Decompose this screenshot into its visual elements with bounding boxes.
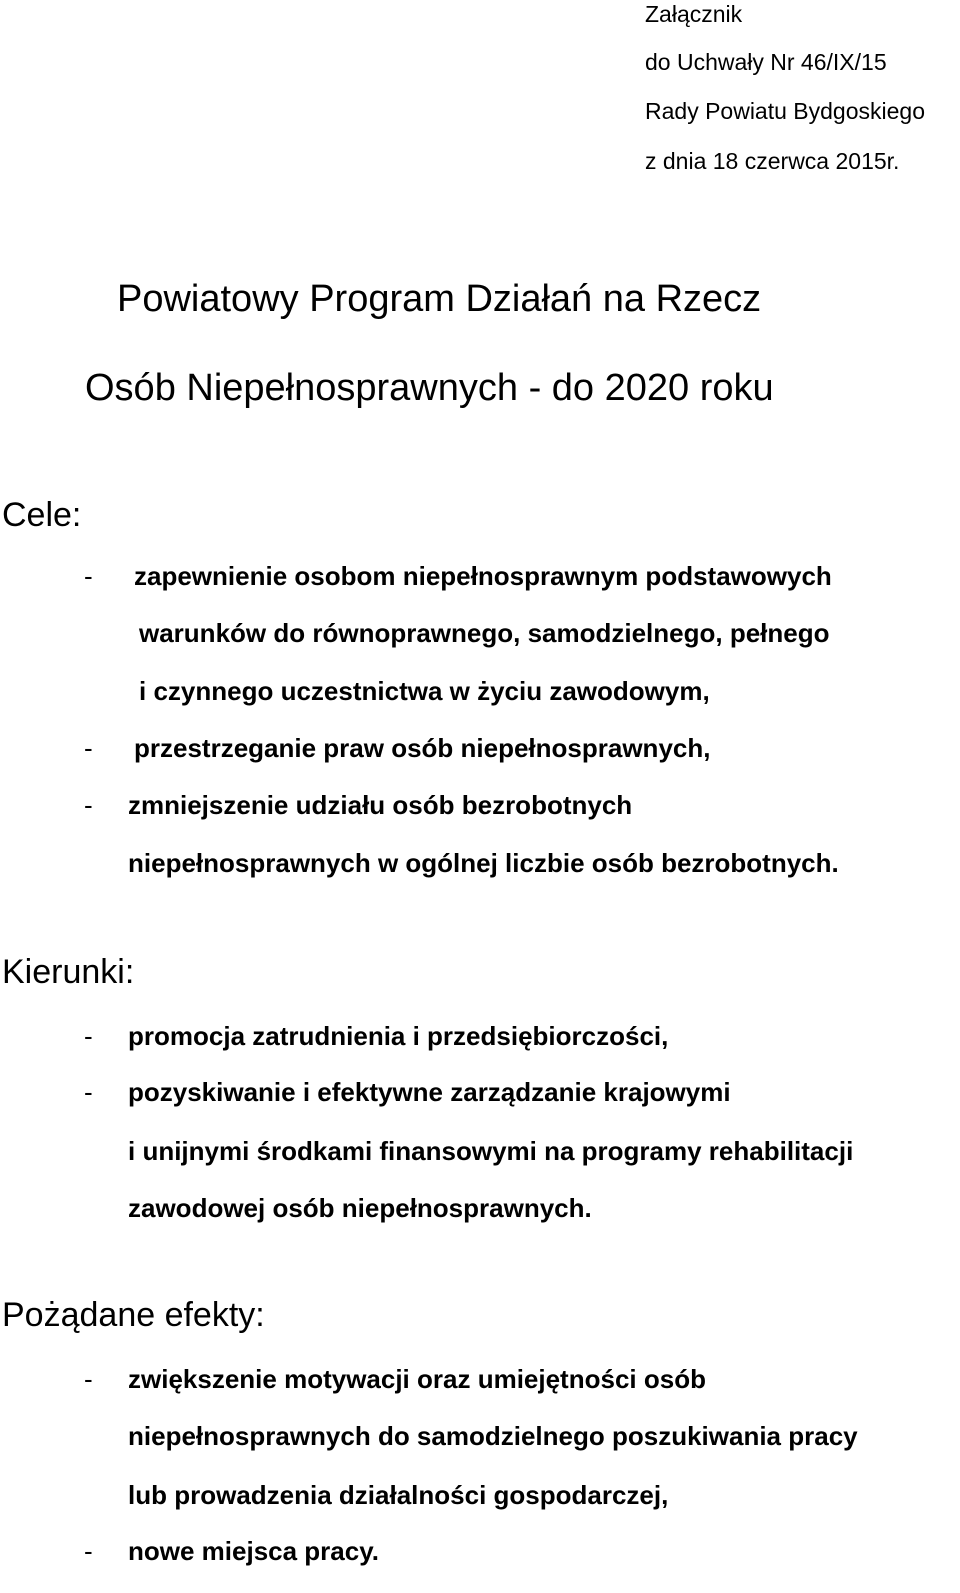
goals-item-3-line-2: niepełnosprawnych w ogólnej liczbie osób bezrobotnych. xyxy=(128,848,839,878)
effects-heading: Pożądane efekty: xyxy=(2,1296,265,1334)
goals-item-1-line-2: warunków do równoprawnego, samodzielnego, pełnego xyxy=(139,618,830,648)
goals-heading: Cele: xyxy=(2,496,82,534)
goals-item-1-line-1: zapewnienie osobom niepełnosprawnym podstawowych xyxy=(134,561,832,591)
goals-item-1-line-3: i czynnego uczestnictwa w życiu zawodowym, xyxy=(139,676,710,706)
title-line-2: Osób Niepełnosprawnych - do 2020 roku xyxy=(85,367,774,409)
goals-item-3-line-1: zmniejszenie udziału osób bezrobotnych xyxy=(128,790,633,820)
effects-item-2-bullet: - xyxy=(84,1536,93,1566)
title-line-1: Powiatowy Program Działań na Rzecz xyxy=(117,278,762,320)
directions-item-2-line-3: zawodowej osób niepełnosprawnych. xyxy=(128,1193,592,1223)
attachment-line-3: Rady Powiatu Bydgoskiego xyxy=(645,98,925,124)
effects-item-1-line-1: zwiększenie motywacji oraz umiejętności osób xyxy=(128,1364,706,1394)
directions-item-1-bullet: - xyxy=(84,1021,93,1051)
goals-item-1-bullet: - xyxy=(84,561,93,591)
effects-item-1-bullet: - xyxy=(84,1364,93,1394)
directions-heading: Kierunki: xyxy=(2,953,135,991)
effects-item-1-line-3: lub prowadzenia działalności gospodarczej, xyxy=(128,1480,669,1510)
goals-item-3-bullet: - xyxy=(84,790,93,820)
goals-item-2-bullet: - xyxy=(84,733,93,763)
effects-item-2-line-1: nowe miejsca pracy. xyxy=(128,1536,379,1566)
directions-item-2-line-2: i unijnymi środkami finansowymi na programy rehabilitacji xyxy=(128,1136,854,1166)
effects-item-1-line-2: niepełnosprawnych do samodzielnego poszukiwania pracy xyxy=(128,1421,858,1451)
attachment-line-4: z dnia 18 czerwca 2015r. xyxy=(645,148,900,174)
attachment-line-2: do Uchwały Nr 46/IX/15 xyxy=(645,49,887,75)
directions-item-2-line-1: pozyskiwanie i efektywne zarządzanie krajowymi xyxy=(128,1077,731,1107)
directions-item-2-bullet: - xyxy=(84,1077,93,1107)
goals-item-2-line-1: przestrzeganie praw osób niepełnosprawnych, xyxy=(134,733,711,763)
directions-item-1-line-1: promocja zatrudnienia i przedsiębiorczości, xyxy=(128,1021,669,1051)
attachment-line-1: Załącznik xyxy=(645,1,743,27)
